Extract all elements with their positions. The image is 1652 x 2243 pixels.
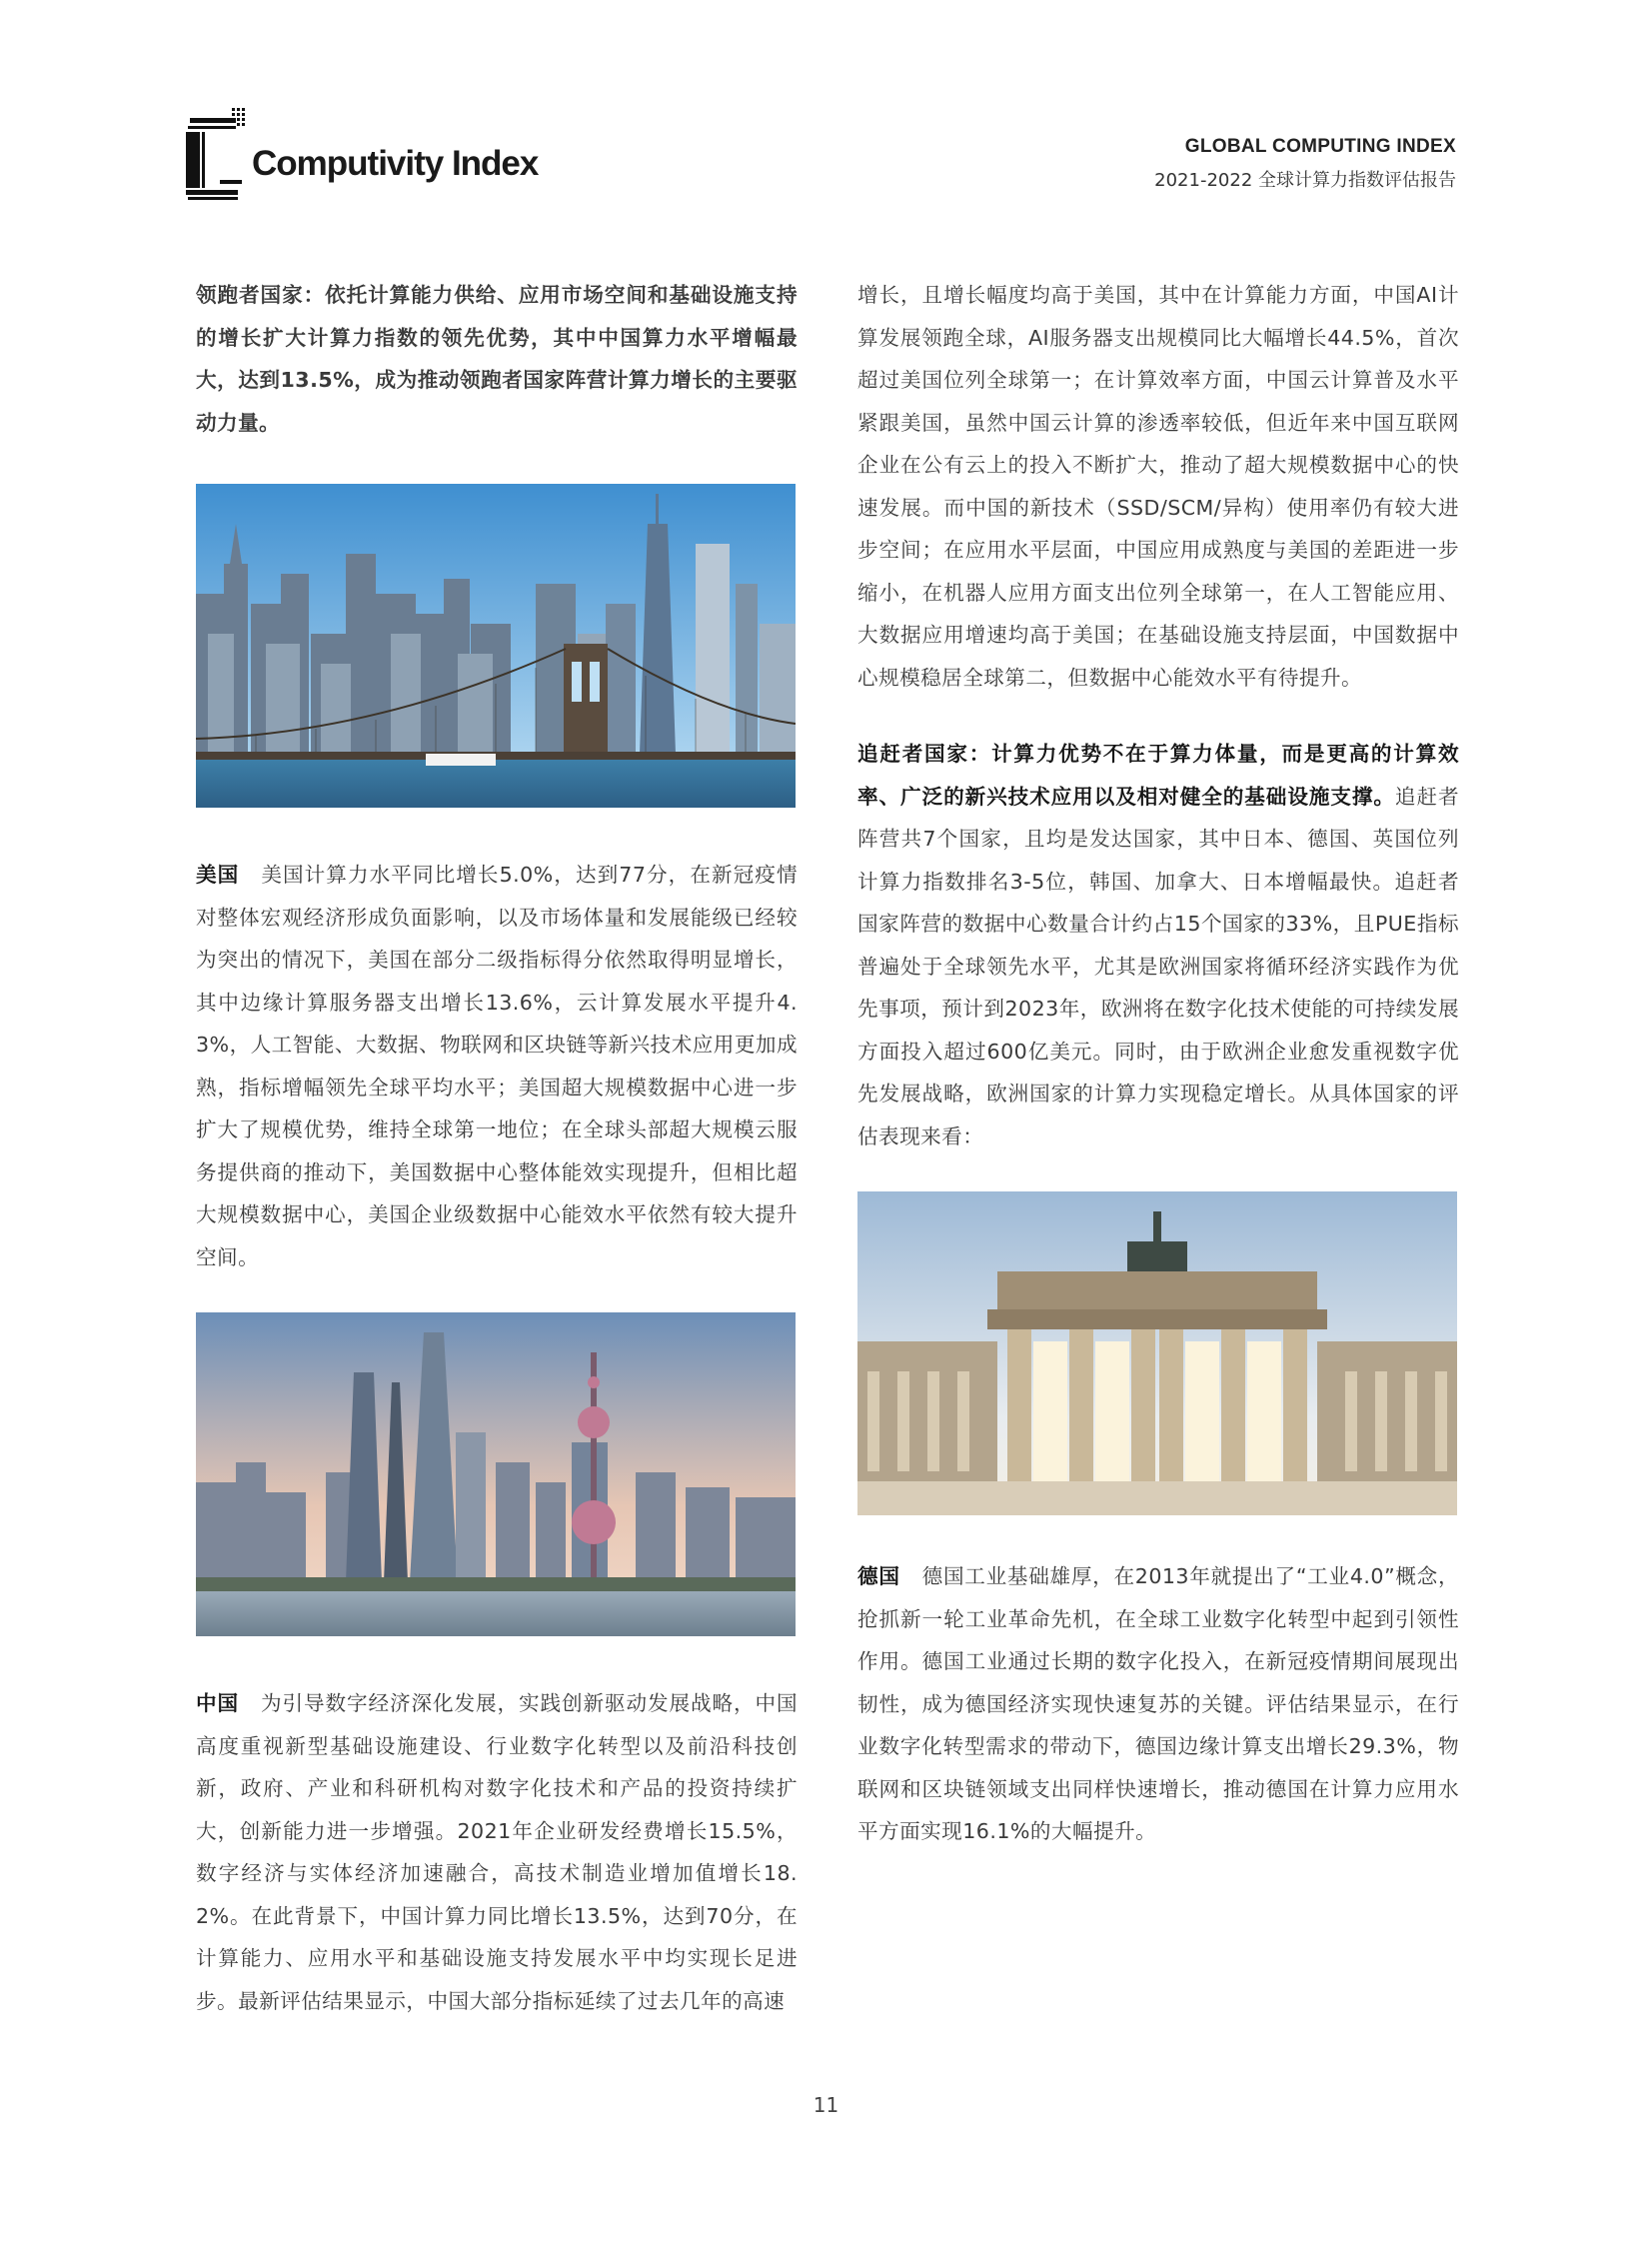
germany-label: 德国 (857, 1564, 900, 1588)
germany-paragraph (857, 1555, 1459, 1853)
china-continued-paragraph: 增长，且增长幅度均高于美国，其中在计算能力方面，中国AI计算发展领跑全球，AI服务器支出规模同比大幅增长44.5%，首次超过美国位列全球第一；在计算效率方面，中国云计算普及水平紧跟美国，虽然中国云计算的渗透率较低，但近年来中国互联网企业在公有云上的投入不断扩大，推动了超大规模数据中心的快速发展。而中国的新技术（SSD/SCM/异构）使用率仍有较大进步空间；在应用水平层面，中国应用成熟度与美国的差距进一步缩小，在机器人应用方面支出位列全球第一，在人工智能应用、大数据应用增速均高于美国；在基础设施支持层面，中国数据中心规模稳居全球第二，但数据中心能效水平有待提升。 (857, 283, 1459, 690)
china-paragraph (196, 1682, 798, 2022)
follower-countries-text: 追赶者阵营共7个国家，且均是发达国家，其中日本、德国、英国位列计算力指数排名3-5位，韩国、加拿大、日本增幅最快。追赶者国家阵营的数据中心数量合计约占15个国家的33%，且PUE指标普遍处于全球领先水平，尤其是欧洲国家将循环经济实践作为优先事项，预计到2023年，欧洲将在数字化技术使能的可持续发展方面投入超过600亿美元。同时，由于欧洲企业愈发重视数字优先发展战略，欧洲国家的计算力实现稳定增长。从具体国家的评估表现来看： (857, 784, 1459, 1148)
right-column (857, 274, 1459, 1853)
computivity-index-logo (180, 108, 560, 204)
logo-text: Computivity Index (252, 144, 539, 183)
report-header (1154, 130, 1456, 198)
logo-mark-icon (180, 108, 250, 204)
page-number: 11 (813, 2093, 839, 2117)
new-york-skyline-photo (196, 484, 796, 808)
left-column (196, 274, 798, 2022)
usa-text: 美国计算力水平同比增长5.0%，达到77分，在新冠疫情对整体宏观经济形成负面影响，以及市场体量和发展能级已经较为突出的情况下，美国在部分二级指标得分依然取得明显增长，其中边缘计算服务器支出增长13.6%，云计算发展水平提升4.3%，人工智能、大数据、物联网和区块链等新兴技术应用更加成熟，指标增幅领先全球平均水平；美国超大规模数据中心进一步扩大了规模优势，维持全球第一地位；在全球头部超大规模云服务提供商的推动下，美国数据中心整体能效实现提升，但相比超大规模数据中心，美国企业级数据中心能效水平依然有较大提升空间。 (196, 863, 799, 1269)
report-subtitle: 2021-2022 全球计算力指数评估报告 (1154, 170, 1456, 191)
brandenburg-gate-photo (857, 1191, 1457, 1515)
report-title: GLOBAL COMPUTING INDEX (1184, 136, 1456, 157)
germany-text: 德国工业基础雄厚，在2013年就提出了“工业4.0”概念，抢抓新一轮工业革命先机，在全球工业数字化转型中起到引领性作用。德国工业通过长期的数字化投入，在新冠疫情期间展现出韧性，成为德国经济实现快速复苏的关键。评估结果显示，在行业数字化转型需求的带动下，德国边缘计算支出增长29.3%，物联网和区块链领域支出同样快速增长，推动德国在计算力应用水平方面实现16.1%的大幅提升。 (857, 1564, 1460, 1843)
follower-countries-paragraph (857, 733, 1459, 1157)
leader-countries-intro: 领跑者国家：依托计算能力供给、应用市场空间和基础设施支持的增长扩大计算力指数的领先优势，其中中国算力水平增幅最大，达到13.5%，成为推动领跑者国家阵营计算力增长的主要驱动力量。 (196, 283, 798, 435)
usa-label: 美国 (196, 863, 240, 887)
china-text: 为引导数字经济深化发展，实践创新驱动发展战略，中国高度重视新型基础设施建设、行业数字化转型以及前沿科技创新，政府、产业和科研机构对数字化技术和产品的投资持续扩大，创新能力进一步增强。2021年企业研发经费增长15.5%，数字经济与实体经济加速融合，高技术制造业增加值增长18.2%。在此背景下，中国计算力同比增长13.5%，达到70分，在计算能力、应用水平和基础设施支持发展水平中均实现长足进步。最新评估结果显示，中国大部分指标延续了过去几年的高速 (196, 1691, 798, 2013)
follower-countries-intro: 追赶者国家：计算力优势不在于算力体量，而是更高的计算效率、广泛的新兴技术应用以及相对健全的基础设施支撑。 (857, 742, 1459, 809)
shanghai-skyline-photo (196, 1312, 796, 1636)
usa-paragraph (196, 854, 798, 1278)
china-label: 中国 (196, 1691, 239, 1715)
